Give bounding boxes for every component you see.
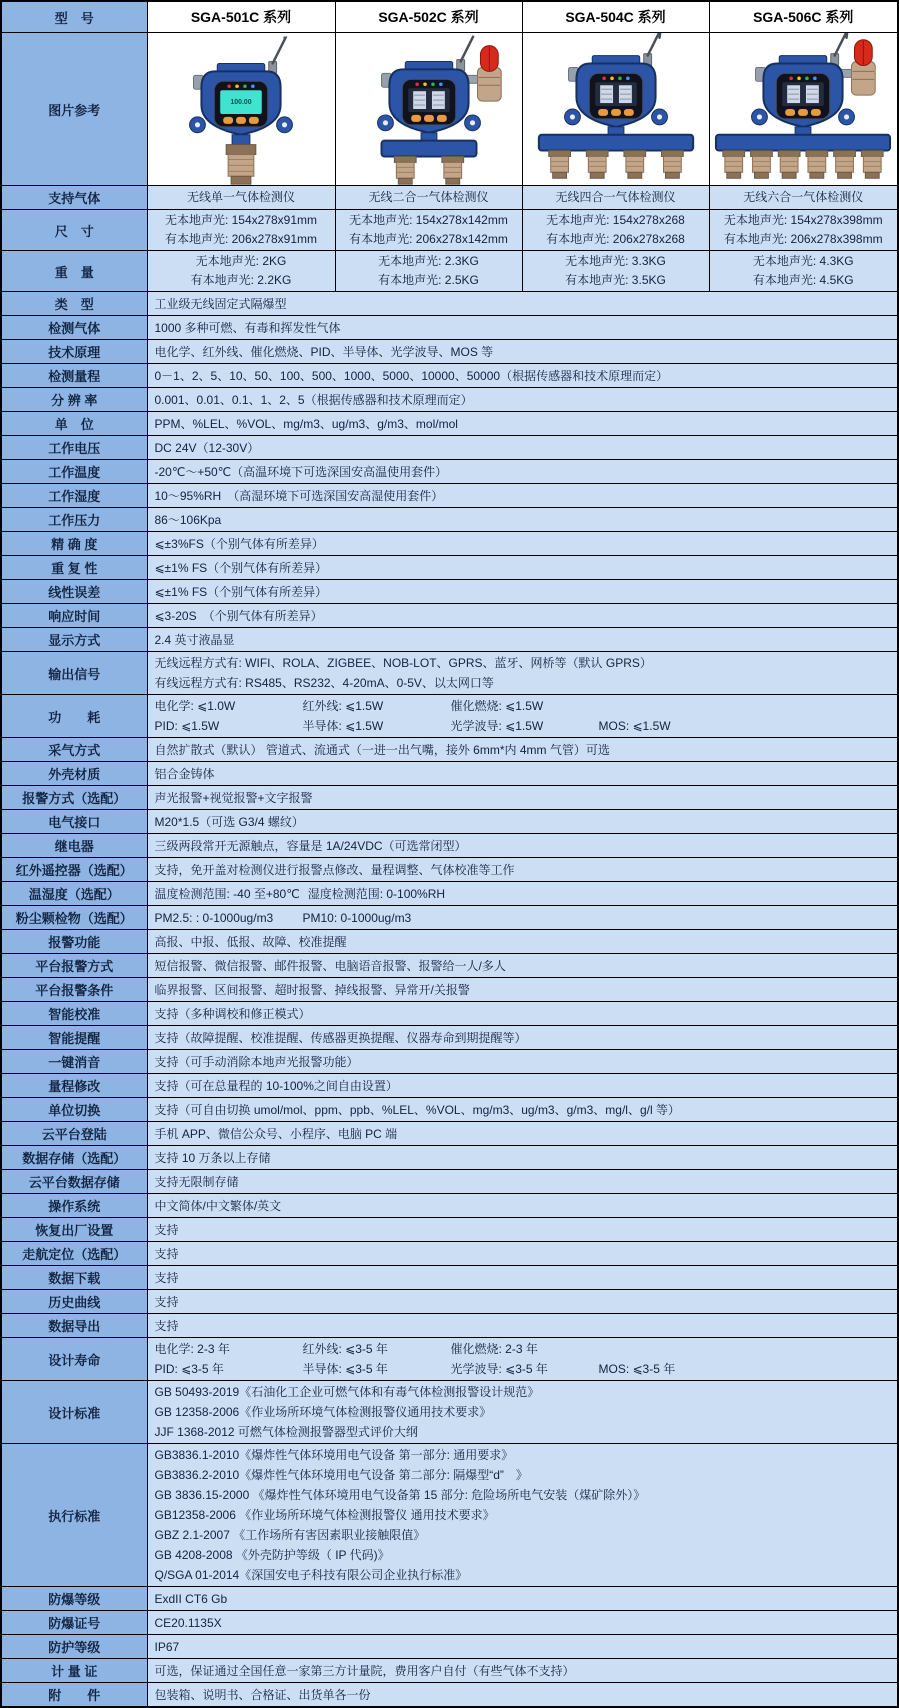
spec-line: 自然扩散式（默认） 管道式、流通式（一进一出气嘴，接外 6mm*内 4mm 气管）可选	[154, 742, 610, 757]
spec-row	[1, 1170, 898, 1194]
spec-row	[1, 1026, 898, 1050]
spec-line: GB12358-2006 《作业场所环境气体检测报警仪 通用技术要求》	[154, 1508, 495, 1522]
row-label: 一键消音	[1, 1050, 147, 1074]
spec-row	[1, 532, 898, 556]
row-label: 操作系统	[1, 1194, 147, 1218]
spec-segment: 催化燃烧: ⩽1.5W	[450, 699, 544, 713]
spec-line: 支持	[154, 1294, 179, 1309]
value-line: 无本地声光: 154x278x91mm	[164, 213, 318, 227]
spec-segment: MOS: ⩽3-5 年	[598, 1362, 676, 1376]
product-image-sga-504c	[522, 33, 709, 186]
product-image-sga-506c	[709, 33, 898, 186]
spec-row	[1, 1242, 898, 1266]
spec-line: 包装箱、说明书、合格证、出货单各一份	[154, 1687, 371, 1702]
value-line: 无本地声光: 3.3KG	[565, 254, 666, 268]
spec-line: 1000 多种可燃、有毒和挥发性气体	[154, 320, 341, 335]
spec-row	[1, 834, 898, 858]
spec-line: 有线远程方式有: RS485、RS232、4-20mA、0-5V、以太网口等	[154, 676, 494, 690]
value-cell	[709, 251, 898, 292]
spec-row	[1, 978, 898, 1002]
spec-value-cell	[147, 652, 898, 695]
spec-line: M20*1.5（可选 G3/4 螺纹）	[154, 814, 304, 829]
spec-line: 10～95%RH （高湿环境下可选深国安高湿使用套件）	[154, 488, 444, 503]
spec-line: GB3836.2-2010《爆炸性气体环境用电气设备 第二部分: 隔爆型“d” 》	[154, 1468, 528, 1482]
spec-row	[1, 1587, 898, 1611]
spec-row	[1, 460, 898, 484]
spec-segment: MOS: ⩽1.5W	[598, 719, 671, 733]
row-label: 工作温度	[1, 460, 147, 484]
row-label: 防爆等级	[1, 1587, 147, 1611]
row-label: 精 确 度	[1, 532, 147, 556]
row-label: 显示方式	[1, 628, 147, 652]
spec-value-cell	[147, 1683, 898, 1708]
spec-line: Q/SGA 01-2014《深国安电子科技有限公司企业执行标准》	[154, 1568, 468, 1582]
row-label: 粉尘颗检物（选配）	[1, 906, 147, 930]
spec-segment: PM2.5: : 0-1000ug/m3	[154, 910, 274, 925]
row-label: 支持气体	[1, 186, 147, 210]
spec-row	[1, 508, 898, 532]
spec-value-cell	[147, 340, 898, 364]
spec-row	[1, 604, 898, 628]
row-label: 报警方式（选配）	[1, 786, 147, 810]
spec-value-cell	[147, 1026, 898, 1050]
row-label: 恢复出厂设置	[1, 1218, 147, 1242]
spec-row	[1, 1290, 898, 1314]
spec-value-cell	[147, 532, 898, 556]
spec-value-cell	[147, 1444, 898, 1587]
row-label: 云平台数据存储	[1, 1170, 147, 1194]
spec-line: 支持无限制存储	[154, 1174, 239, 1189]
spec-line: 电化学、红外线、催化燃烧、PID、半导体、光学波导、MOS 等	[154, 344, 494, 359]
row-label: 重 量	[1, 251, 147, 292]
spec-line: 短信报警、微信报警、邮件报警、电脑语音报警、报警给一人/多人	[154, 958, 506, 973]
row-label: 量程修改	[1, 1074, 147, 1098]
spec-value-cell	[147, 292, 898, 316]
spec-row	[1, 484, 898, 508]
row-label: 图片参考	[1, 33, 147, 186]
spec-line: ⩽±3%FS（个别气体有所差异）	[154, 536, 324, 551]
value-line: 无线六合一气体检测仪	[743, 190, 864, 204]
row-label: 数据存储（选配）	[1, 1146, 147, 1170]
spec-value-cell	[147, 628, 898, 652]
row-label: 重 复 性	[1, 556, 147, 580]
spec-line	[155, 908, 891, 928]
value-line: 有本地声光: 2.5KG	[378, 273, 479, 287]
spec-row	[1, 1098, 898, 1122]
spec-value-cell	[147, 1611, 898, 1635]
spec-value-cell	[147, 786, 898, 810]
value-line: 无本地声光: 2KG	[195, 254, 287, 268]
value-line: 无本地声光: 154x278x142mm	[349, 213, 508, 227]
spec-row	[1, 580, 898, 604]
spec-line: IP67	[154, 1639, 180, 1654]
row-label: 走航定位（选配）	[1, 1242, 147, 1266]
spec-line: 0－1、2、5、10、50、100、500、1000、5000、10000、50000（根据传感器和技术原理而定）	[154, 368, 669, 383]
model-header-sga-506c: SGA-506C 系列	[709, 1, 898, 33]
spec-line: GB 3836.15-2000 《爆炸性气体环境用电气设备第 15 部分: 危险场所电气安装（煤矿除外）》	[154, 1488, 646, 1502]
spec-value-cell	[147, 1002, 898, 1026]
value-cell	[147, 251, 335, 292]
grid-row	[1, 210, 898, 251]
spec-value-cell	[147, 1314, 898, 1338]
row-label: 智能校准	[1, 1002, 147, 1026]
row-label: 防护等级	[1, 1635, 147, 1659]
gas-detector-illustration	[523, 33, 709, 185]
row-label: 单 位	[1, 412, 147, 436]
product-image-sga-501c	[147, 33, 335, 186]
spec-value-cell	[147, 1194, 898, 1218]
row-label: 检测量程	[1, 364, 147, 388]
row-label: 采气方式	[1, 738, 147, 762]
spec-row	[1, 628, 898, 652]
model-header-sga-501c: SGA-501C 系列	[147, 1, 335, 33]
spec-line: ExdII CT6 Gb	[154, 1591, 228, 1606]
spec-value-cell	[147, 484, 898, 508]
spec-row	[1, 292, 898, 316]
spec-line: 工业级无线固定式隔爆型	[154, 296, 287, 311]
spec-line	[155, 1359, 891, 1379]
row-label: 设计寿命	[1, 1338, 147, 1381]
spec-row	[1, 1611, 898, 1635]
value-cell	[709, 186, 898, 210]
gas-detector-illustration	[336, 33, 522, 185]
spec-row	[1, 388, 898, 412]
spec-row	[1, 1074, 898, 1098]
spec-line: ⩽±1% FS（个别气体有所差异）	[154, 584, 328, 599]
spec-value-cell	[147, 1587, 898, 1611]
spec-line: 支持（故障提醒、校准提醒、传感器更换提醒、仪器寿命到期提醒等）	[154, 1030, 527, 1045]
spec-value-cell	[147, 1659, 898, 1683]
spec-line: 高报、中报、低报、故障、校准提醒	[154, 934, 347, 949]
spec-line: 无线远程方式有: WIFI、ROLA、ZIGBEE、NOB-LOT、GPRS、蓝牙、网桥等（默认 GPRS）	[154, 656, 652, 670]
spec-line: JJF 1368-2012 可燃气体检测报警器型式评价大纲	[154, 1425, 418, 1439]
value-cell	[522, 210, 709, 251]
spec-row	[1, 882, 898, 906]
spec-line: GBZ 2.1-2007 《工作场所有害因素职业接触限值》	[154, 1528, 426, 1542]
value-cell	[335, 186, 522, 210]
spec-value-cell	[147, 882, 898, 906]
spec-line: 支持	[154, 1246, 179, 1261]
row-label: 继电器	[1, 834, 147, 858]
spec-value-cell	[147, 1050, 898, 1074]
spec-row	[1, 858, 898, 882]
value-line: 无线四合一气体检测仪	[555, 190, 676, 204]
gas-detector-illustration	[710, 33, 896, 185]
spec-row	[1, 1146, 898, 1170]
row-label: 温湿度（选配）	[1, 882, 147, 906]
spec-line: GB 50493-2019《石油化工企业可燃气体和有毒气体检测报警设计规范》	[154, 1385, 540, 1399]
spec-row	[1, 1381, 898, 1444]
spec-value-cell	[147, 1170, 898, 1194]
spec-row	[1, 316, 898, 340]
value-line: 有本地声光: 206x278x268	[546, 232, 685, 246]
spec-line	[155, 884, 891, 904]
spec-value-cell	[147, 1242, 898, 1266]
row-label: 红外遥控器（选配）	[1, 858, 147, 882]
spec-value-cell	[147, 834, 898, 858]
spec-segment: 电化学: ⩽1.0W	[154, 699, 236, 713]
row-label: 工作电压	[1, 436, 147, 460]
row-label: 输出信号	[1, 652, 147, 695]
row-label: 单位切换	[1, 1098, 147, 1122]
value-line: 有本地声光: 206x278x91mm	[164, 232, 318, 246]
row-label: 分 辨 率	[1, 388, 147, 412]
spec-row	[1, 762, 898, 786]
row-label: 平台报警条件	[1, 978, 147, 1002]
spec-row	[1, 1194, 898, 1218]
row-label: 报警功能	[1, 930, 147, 954]
spec-line: ⩽±1% FS（个别气体有所差异）	[154, 560, 328, 575]
row-label: 数据下载	[1, 1266, 147, 1290]
spec-line: 支持，免开盖对检测仪进行报警点修改、量程调整、气体校准等工作	[154, 862, 515, 877]
spec-line: 支持	[154, 1318, 179, 1333]
spec-value-cell	[147, 1074, 898, 1098]
value-line: 无线单一气体检测仪	[186, 190, 295, 204]
spec-line: GB3836.1-2010《爆炸性气体环境用电气设备 第一部分: 通用要求》	[154, 1448, 514, 1462]
spec-row	[1, 1683, 898, 1708]
header-row	[1, 1, 898, 33]
spec-value-cell	[147, 1338, 898, 1381]
spec-segment: PM10: 0-1000ug/m3	[302, 910, 412, 925]
spec-row	[1, 1266, 898, 1290]
spec-line: CE20.1135X	[154, 1615, 222, 1630]
spec-value-cell	[147, 388, 898, 412]
spec-row	[1, 364, 898, 388]
row-label: 防爆证号	[1, 1611, 147, 1635]
spec-value-cell	[147, 930, 898, 954]
spec-value-cell	[147, 762, 898, 786]
spec-value-cell	[147, 738, 898, 762]
value-line: 有本地声光: 206x278x398mm	[723, 232, 883, 246]
value-line: 无本地声光: 154x278x268	[546, 213, 685, 227]
spec-line: GB 4208-2008 《外壳防护等级（ IP 代码)》	[154, 1548, 390, 1562]
spec-value-cell	[147, 508, 898, 532]
spec-line: 支持	[154, 1222, 179, 1237]
row-label: 工作压力	[1, 508, 147, 532]
spec-row	[1, 1314, 898, 1338]
row-label: 尺 寸	[1, 210, 147, 251]
value-cell	[147, 210, 335, 251]
spec-line: 支持（可在总量程的 10-100%之间自由设置）	[154, 1078, 398, 1093]
row-label: 历史曲线	[1, 1290, 147, 1314]
row-label: 外壳材质	[1, 762, 147, 786]
spec-value-cell	[147, 436, 898, 460]
spec-row	[1, 412, 898, 436]
value-cell	[147, 186, 335, 210]
value-line: 无线二合一气体检测仪	[368, 190, 489, 204]
spec-segment: 光学波导: ⩽3-5 年	[450, 1362, 548, 1376]
spec-line: 中文简体/中文繁体/英文	[154, 1198, 282, 1213]
row-label: 计 量 证	[1, 1659, 147, 1683]
row-label: 线性误差	[1, 580, 147, 604]
value-cell	[522, 186, 709, 210]
spec-line: 支持（可自由切换 umol/mol、ppm、ppb、%LEL、%VOL、mg/m3、ug/m3、g/m3、mg/l、g/l 等）	[154, 1102, 680, 1117]
spec-segment: 湿度检测范围: 0-100%RH	[307, 886, 446, 901]
spec-segment: 电化学: 2-3 年	[154, 1342, 230, 1356]
row-label: 附 件	[1, 1683, 147, 1708]
value-cell	[522, 251, 709, 292]
spec-value-cell	[147, 906, 898, 930]
spec-value-cell	[147, 556, 898, 580]
spec-line: GB 12358-2006《作业场所环境气体检测报警仪通用技术要求》	[154, 1405, 492, 1419]
spec-line	[155, 696, 891, 716]
model-header-sga-502c: SGA-502C 系列	[335, 1, 522, 33]
spec-value-cell	[147, 1266, 898, 1290]
value-line: 无本地声光: 154x278x398mm	[723, 213, 883, 227]
row-label: 平台报警方式	[1, 954, 147, 978]
value-cell	[709, 210, 898, 251]
spec-row	[1, 930, 898, 954]
spec-line: 三级两段常开无源触点，容量是 1A/24VDC（可选常闭型）	[154, 838, 467, 853]
row-label: 电气接口	[1, 810, 147, 834]
spec-value-cell	[147, 412, 898, 436]
grid-row	[1, 251, 898, 292]
spec-segment: 温度检测范围: -40 至+80℃	[154, 886, 300, 901]
spec-row	[1, 1218, 898, 1242]
spec-line: 铝合金铸体	[154, 766, 215, 781]
spec-segment: 半导体: ⩽3-5 年	[302, 1362, 388, 1376]
spec-segment: 光学波导: ⩽1.5W	[450, 719, 544, 733]
spec-line: 支持	[154, 1270, 179, 1285]
spec-line: 声光报警+视觉报警+文字报警	[154, 790, 313, 805]
row-label: 数据导出	[1, 1314, 147, 1338]
spec-line: 可选，保证通过全国任意一家第三方计量院，费用客户自付（有些气体不支持）	[154, 1663, 575, 1678]
row-label: 检测气体	[1, 316, 147, 340]
spec-line: 86～106Kpa	[154, 512, 222, 527]
value-line: 有本地声光: 2.2KG	[190, 273, 292, 287]
spec-row	[1, 556, 898, 580]
spec-row	[1, 1635, 898, 1659]
spec-row	[1, 954, 898, 978]
spec-line	[155, 716, 891, 736]
spec-value-cell	[147, 316, 898, 340]
spec-line: ⩽3-20S （个别气体有所差异）	[154, 608, 323, 623]
value-cell	[335, 251, 522, 292]
spec-value-cell	[147, 1381, 898, 1444]
spec-row	[1, 906, 898, 930]
value-line: 有本地声光: 4.5KG	[752, 273, 854, 287]
row-label: 执行标准	[1, 1444, 147, 1587]
spec-value-cell	[147, 1635, 898, 1659]
spec-value-cell	[147, 604, 898, 628]
grid-row	[1, 186, 898, 210]
spec-row	[1, 340, 898, 364]
spec-value-cell	[147, 954, 898, 978]
spec-line: -20℃～+50℃（高温环境下可选深国安高温使用套件）	[154, 464, 448, 479]
spec-row	[1, 786, 898, 810]
spec-row	[1, 1122, 898, 1146]
model-row-label: 型 号	[1, 1, 147, 33]
spec-value-cell	[147, 1098, 898, 1122]
value-cell	[335, 210, 522, 251]
row-label: 云平台登陆	[1, 1122, 147, 1146]
spec-line: PPM、%LEL、%VOL、mg/m3、ug/m3、g/m3、mol/mol	[154, 416, 458, 431]
spec-line: 支持（可手动消除本地声光报警功能）	[154, 1054, 359, 1069]
spec-row	[1, 1338, 898, 1381]
row-label: 技术原理	[1, 340, 147, 364]
spec-row	[1, 436, 898, 460]
row-label: 智能提醒	[1, 1026, 147, 1050]
model-header-sga-504c: SGA-504C 系列	[522, 1, 709, 33]
row-label: 类 型	[1, 292, 147, 316]
spec-row	[1, 695, 898, 738]
spec-segment: 半导体: ⩽1.5W	[302, 719, 384, 733]
spec-line: 0.001、0.01、0.1、1、2、5（根据传感器和技术原理而定）	[154, 392, 473, 407]
spec-line: DC 24V（12-30V）	[154, 440, 260, 455]
row-label: 工作湿度	[1, 484, 147, 508]
spec-value-cell	[147, 460, 898, 484]
spec-line: 临界报警、区间报警、超时报警、掉线报警、异常开/关报警	[154, 982, 470, 997]
spec-value-cell	[147, 1122, 898, 1146]
image-row	[1, 33, 898, 186]
spec-segment: 红外线: ⩽1.5W	[302, 699, 384, 713]
gas-detector-illustration	[148, 33, 334, 185]
spec-segment: 催化燃烧: 2-3 年	[450, 1342, 538, 1356]
spec-segment: PID: ⩽3-5 年	[154, 1362, 224, 1376]
spec-line: 2.4 英寸液晶显	[154, 632, 235, 647]
product-image-sga-502c	[335, 33, 522, 186]
spec-segment: PID: ⩽1.5W	[154, 719, 220, 733]
value-line: 无本地声光: 2.3KG	[378, 254, 479, 268]
value-line: 无本地声光: 4.3KG	[752, 254, 854, 268]
spec-value-cell	[147, 1146, 898, 1170]
spec-value-cell	[147, 364, 898, 388]
spec-row	[1, 1050, 898, 1074]
row-label: 响应时间	[1, 604, 147, 628]
spec-value-cell	[147, 1218, 898, 1242]
spec-row	[1, 1659, 898, 1683]
row-label: 设计标准	[1, 1381, 147, 1444]
spec-value-cell	[147, 1290, 898, 1314]
spec-line: 支持 10 万条以上存储	[154, 1150, 271, 1165]
spec-segment: 红外线: ⩽3-5 年	[302, 1342, 388, 1356]
spec-line: 支持（多种调校和修正模式）	[154, 1006, 311, 1021]
spec-value-cell	[147, 978, 898, 1002]
value-line: 有本地声光: 206x278x142mm	[349, 232, 508, 246]
row-label: 功 耗	[1, 695, 147, 738]
spec-row	[1, 652, 898, 695]
spec-value-cell	[147, 695, 898, 738]
spec-row	[1, 810, 898, 834]
spec-value-cell	[147, 858, 898, 882]
spec-line: 手机 APP、微信公众号、小程序、电脑 PC 端	[154, 1126, 398, 1141]
spec-line	[155, 1339, 891, 1359]
spec-row	[1, 1002, 898, 1026]
svg-text:100.00: 100.00	[230, 99, 252, 107]
spec-row	[1, 1444, 898, 1587]
spec-value-cell	[147, 580, 898, 604]
spec-value-cell	[147, 810, 898, 834]
value-line: 有本地声光: 3.5KG	[565, 273, 666, 287]
spec-row	[1, 738, 898, 762]
